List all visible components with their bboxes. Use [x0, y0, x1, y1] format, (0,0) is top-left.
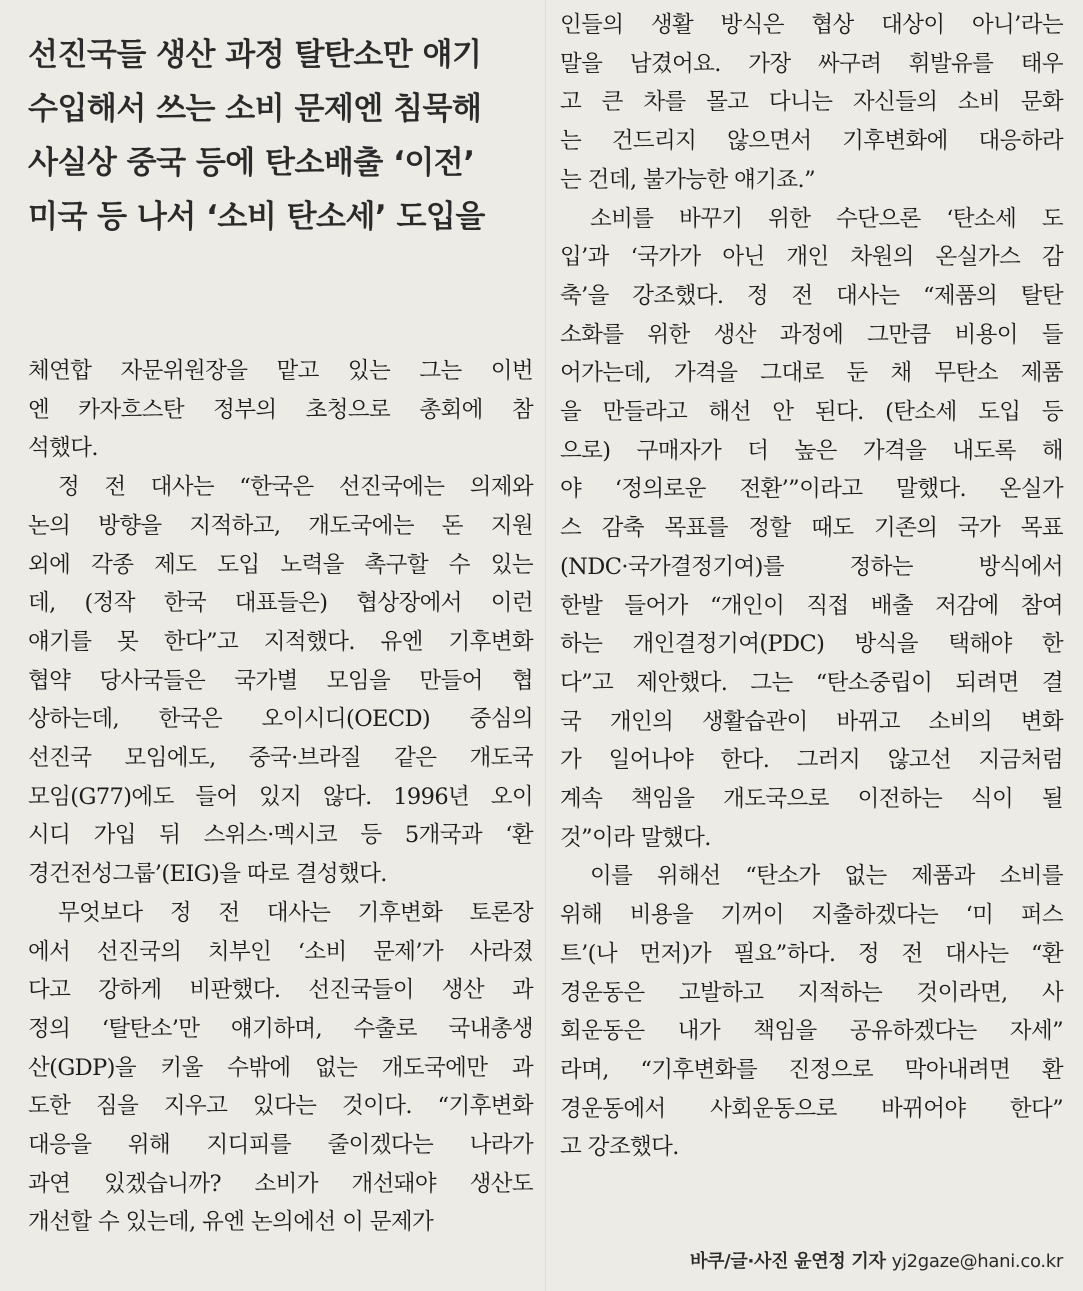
article-line: 야 ‘정의로운 전환’”이라고 말했다. 온실가 — [560, 476, 1063, 503]
article-line: 정 전 대사는 “한국은 선진국에는 의제와 — [58, 474, 533, 501]
article-line: 다”고 제안했다. 그는 “탄소중립이 되려면 결 — [560, 669, 1063, 696]
article-line: 입’과 ‘국가가 아닌 개인 차원의 온실가스 감 — [560, 244, 1063, 271]
article-paragraph — [28, 352, 533, 468]
article-line: 소화를 위한 생산 과정에 그만큼 비용이 들 — [560, 321, 1063, 348]
article-paragraph — [560, 6, 1063, 200]
headline-line: 수입해서 쓰는 소비 문제엔 침묵해 — [28, 91, 482, 127]
article-line: 경운동에서 사회운동으로 바뀌어야 한다” — [560, 1095, 1063, 1122]
byline-credit: 바쿠/글·사진 윤연정 기자 — [689, 1251, 886, 1272]
article-line: 모임(G77)에도 들어 있지 않다. 1996년 오이 — [28, 783, 533, 810]
article-line: 석했다. — [28, 435, 98, 462]
article-paragraph — [28, 468, 533, 894]
article-line: 어가는데, 가격을 그대로 둔 채 무탄소 제품 — [560, 360, 1063, 387]
article-paragraph — [560, 857, 1063, 1167]
article-line: 으로) 구매자가 더 높은 가격을 내도록 해 — [560, 437, 1063, 464]
article-line: 경운동은 고발하고 지적하는 것이라면, 사 — [560, 979, 1063, 1006]
article-paragraph — [28, 894, 533, 1242]
article-line: 고 큰 차를 몰고 다니는 자신들의 소비 문화 — [560, 89, 1063, 116]
left-column — [28, 28, 533, 1242]
article-line: 말을 남겼어요. 가장 싸구려 휘발유를 태우 — [560, 50, 1063, 77]
article-line: 에서 선진국의 치부인 ‘소비 문제’가 사라졌 — [28, 938, 533, 965]
article-line: 데, (정작 한국 대표들은) 협상장에서 이런 — [28, 590, 533, 617]
article-line: 외에 각종 제도 도입 노력을 촉구할 수 있는 — [28, 551, 533, 578]
article-line: 경건전성그룹’(EIG)을 따로 결성했다. — [28, 861, 387, 888]
article-line: 선진국 모임에도, 중국·브라질 같은 개도국 — [28, 745, 533, 772]
article-line: 협약 당사국들은 국가별 모임을 만들어 협 — [28, 667, 533, 694]
article-line: 다고 강하게 비판했다. 선진국들이 생산 과 — [28, 977, 533, 1004]
article-line: 정의 ‘탈탄소’만 얘기하며, 수출로 국내총생 — [28, 1015, 533, 1042]
article-line: 산(GDP)을 키울 수밖에 없는 개도국에만 과 — [28, 1054, 533, 1081]
headline-block — [28, 28, 533, 244]
headline-line: 선진국들 생산 과정 탈탄소만 얘기 — [28, 37, 482, 73]
article-line: 인들의 생활 방식은 협상 대상이 아니’라는 — [560, 12, 1063, 38]
article-line: 소비를 바꾸기 위한 수단으론 ‘탄소세 도 — [590, 205, 1063, 232]
article-line: 엔 카자흐스탄 정부의 초청으로 총회에 참 — [28, 396, 533, 423]
article-line: 도한 짐을 지우고 있다는 것이다. “기후변화 — [28, 1093, 533, 1120]
article-line: 고 강조했다. — [560, 1134, 679, 1161]
article-paragraph — [560, 200, 1063, 858]
article-line: 는 건드리지 않으면서 기후변화에 대응하라 — [560, 128, 1063, 155]
article-line: 라며, “기후변화를 진정으로 막아내려면 환 — [560, 1056, 1063, 1083]
article-line: 시디 가입 뒤 스위스·멕시코 등 5개국과 ‘환 — [28, 822, 533, 849]
article-line: 트’(나 먼저)가 필요”하다. 정 전 대사는 “환 — [560, 940, 1063, 967]
article-line: 가 일어나야 한다. 그러지 않고선 지금처럼 — [560, 747, 1063, 774]
article-line: 개선할 수 있는데, 유엔 논의에선 이 문제가 — [28, 1209, 434, 1236]
right-column-body — [560, 6, 1063, 1167]
headline-line: 사실상 중국 등에 탄소배출 ‘이전’ — [28, 145, 475, 181]
article-line: 하는 개인결정기여(PDC) 방식을 택해야 한 — [560, 631, 1063, 658]
article-line: 논의 방향을 지적하고, 개도국에는 돈 지원 — [28, 512, 533, 539]
article-line: 것”이라 말했다. — [560, 824, 711, 851]
left-column-body — [28, 352, 533, 1242]
article-line: 무엇보다 정 전 대사는 기후변화 토론장 — [58, 899, 533, 926]
article-line: 국 개인의 생활습관이 바뀌고 소비의 변화 — [560, 708, 1063, 735]
article-line: 는 건데, 불가능한 얘기죠.” — [560, 166, 816, 193]
headline-line: 미국 등 나서 ‘소비 탄소세’ 도입을 — [28, 199, 485, 235]
article-line: 축’을 강조했다. 정 전 대사는 “제품의 탈탄 — [560, 282, 1063, 309]
article-line: (NDC·국가결정기여)를 정하는 방식에서 — [560, 553, 1063, 580]
article-line: 이를 위해선 “탄소가 없는 제품과 소비를 — [590, 863, 1063, 890]
article-line: 스 감축 목표를 정할 때도 기존의 국가 목표 — [560, 515, 1063, 542]
byline — [690, 1250, 1063, 1274]
article-line: 한발 들어가 “개인이 직접 배출 저감에 참여 — [560, 592, 1063, 619]
article-line: 계속 책임을 개도국으로 이전하는 식이 될 — [560, 786, 1063, 813]
article-line: 과연 있겠습니까? 소비가 개선돼야 생산도 — [28, 1170, 533, 1197]
byline-email: yj2gaze@hani.co.kr — [891, 1251, 1063, 1272]
article-line: 체연합 자문위원장을 맡고 있는 그는 이번 — [28, 358, 533, 384]
article-line: 회운동은 내가 책임을 공유하겠다는 자세” — [560, 1018, 1063, 1045]
article-line: 을 만들라고 해선 안 된다. (탄소세 도입 등 — [560, 399, 1063, 426]
article-line: 상하는데, 한국은 오이시디(OECD) 중심의 — [28, 706, 533, 733]
right-column — [560, 6, 1063, 1167]
article-line: 얘기를 못 한다”고 지적했다. 유엔 기후변화 — [28, 628, 533, 655]
article-line: 위해 비용을 기꺼이 지출하겠다는 ‘미 퍼스 — [560, 902, 1063, 929]
column-fold-shadow — [545, 0, 546, 1291]
article-line: 대응을 위해 지디피를 줄이겠다는 나라가 — [28, 1132, 533, 1159]
